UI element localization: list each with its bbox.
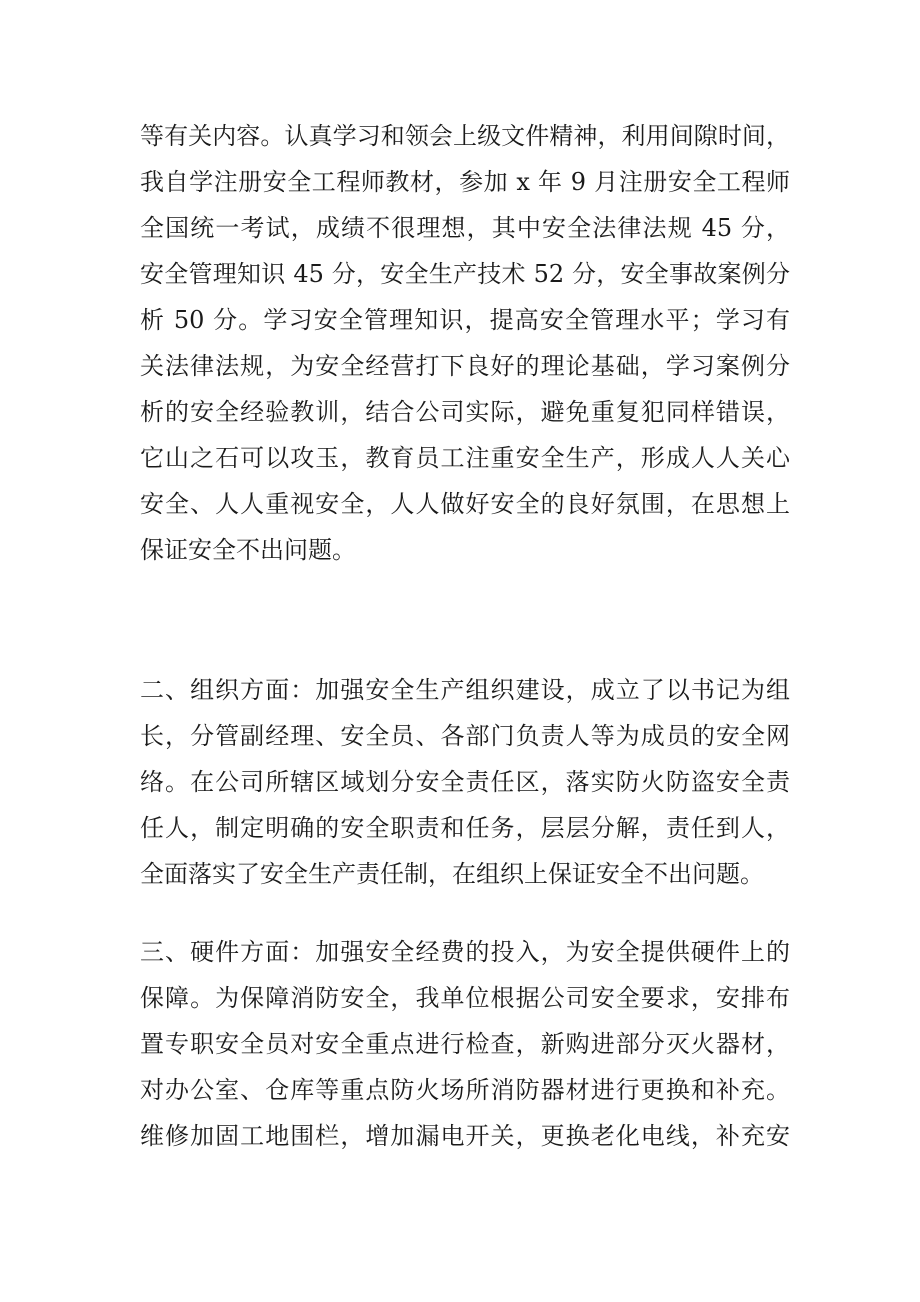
paragraph-hardware <box>140 929 790 1159</box>
text-line: 安全、人人重视安全，人人做好安全的良好氛围，在思想上 <box>140 490 790 518</box>
text-line: 保障。为保障消防安全，我单位根据公司安全要求，安排布 <box>140 984 790 1012</box>
text-line: 全国统一考试，成绩不很理想，其中安全法律法规 45 分， <box>140 214 790 242</box>
text-line: 全面落实了安全生产责任制，在组织上保证安全不出问题。 <box>140 860 764 888</box>
text-line: 置专职安全员对安全重点进行检查，新购进部分灭火器材， <box>140 1030 790 1058</box>
text-line: 长，分管副经理、安全员、各部门负责人等为成员的安全网 <box>140 722 790 750</box>
text-line: 安全管理知识 45 分，安全生产技术 52 分，安全事故案例分 <box>140 260 790 288</box>
text-line: 二、组织方面：加强安全生产组织建设，成立了以书记为组 <box>140 676 790 704</box>
text-line: 保证安全不出问题。 <box>140 536 356 564</box>
text-line: 析 50 分。学习安全管理知识，提高安全管理水平；学习有 <box>140 306 790 334</box>
text-line: 维修加固工地围栏，增加漏电开关，更换老化电线，补充安 <box>140 1122 790 1150</box>
text-line: 任人，制定明确的安全职责和任务，层层分解，责任到人， <box>140 814 790 842</box>
text-line: 等有关内容。认真学习和领会上级文件精神，利用间隙时间， <box>140 122 790 150</box>
paragraph-organization <box>140 667 790 897</box>
text-line: 三、硬件方面：加强安全经费的投入，为安全提供硬件上的 <box>140 938 790 966</box>
text-line: 关法律法规，为安全经营打下良好的理论基础，学习案例分 <box>140 352 790 380</box>
text-line: 我自学注册安全工程师教材，参加 x 年 9 月注册安全工程师 <box>140 168 790 196</box>
paragraph-study <box>140 113 790 573</box>
text-line: 对办公室、仓库等重点防火场所消防器材进行更换和补充。 <box>140 1076 790 1104</box>
text-line: 络。在公司所辖区域划分安全责任区，落实防火防盗安全责 <box>140 768 790 796</box>
text-line: 析的安全经验教训，结合公司实际，避免重复犯同样错误， <box>140 398 790 426</box>
text-line: 它山之石可以攻玉，教育员工注重安全生产，形成人人关心 <box>140 444 790 472</box>
